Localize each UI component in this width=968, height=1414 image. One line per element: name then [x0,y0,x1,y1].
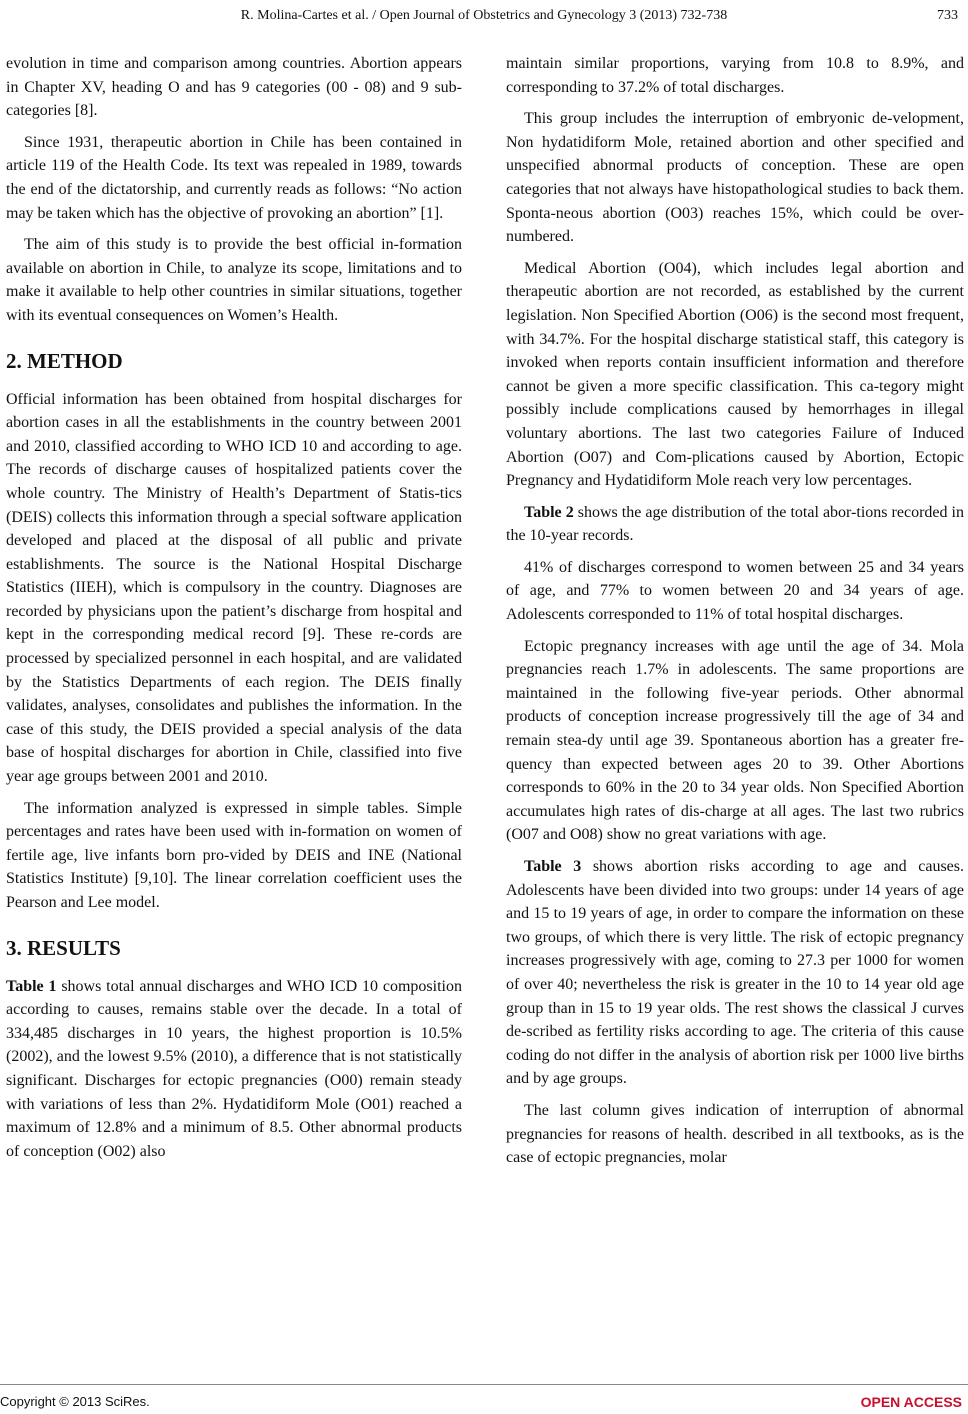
paragraph: 41% of discharges correspond to women between 25 and 34 years of age, and 77% to women between 20 and 34 years of age. Adolescents corresponded to 11% of total hospital discharges. [506,558,964,624]
paragraph: maintain similar proportions, varying from 10.8 to 8.9%, and corresponding to 37.2% of total discharges. [506,55,964,96]
paragraph-text: shows the age distribution of the total abor-tions recorded in the 10-year records. [506,503,964,545]
paragraph: Ectopic pregnancy increases with age until the age of 34. Mola pregnancies reach 1.7% in adolescents. The same proportions are maintained in the following five-year periods. Other abnormal products of conception increase progressively till the age of 34 and remain stea-dy until age 39. Spontaneous abortion has a greater fre-quency than expected between ages 20 to 39. Other Abortions corresponds to 60% in the 20 to 34 year olds. Non Specified Abortion accumulates high rates of dis-charge at all ages. The last two rubrics (O07 and O08) show no great variations with age. [506,637,964,844]
running-header [0,8,968,30]
open-access-label: OPEN ACCESS [860,1394,962,1410]
paragraph [506,501,964,548]
page-number: 733 [937,8,958,23]
paragraph: The aim of this study is to provide the best official in-formation available on abortion in Chile, to analyze its scope, limitations and to make it available to help other countries in similar situations, together with its eventual consequences on Women’s Health. [6,236,462,324]
table-reference[interactable]: Table 1 [6,977,57,995]
table-reference[interactable]: Table 2 [524,503,574,521]
left-column [6,52,462,1171]
paragraph: Since 1931, therapeutic abortion in Chile has been contained in article 119 of the Health Code. Its text was repealed in 1989, towards the end of the dictatorship, and currently reads as follows: “No action may be taken which has the objective of provoking an abortion” [1]. [6,133,462,222]
paragraph: evolution in time and comparison among countries. Abortion appears in Chapter XV, heading O and has 9 categories (00 - 08) and 9 sub-categories [8]. [6,55,462,120]
page-footer [0,1394,968,1412]
paragraph: The information analyzed is expressed in simple tables. Simple percentages and rates have been used with in-formation on women of fertile age, live infants born pro-vided by DEIS and INE (National Statistics Institute) [9,10]. The linear correlation coefficient uses the Pearson and Lee model. [6,799,462,911]
section-heading-method: 2. METHOD [6,348,123,373]
footer-divider [0,1384,968,1385]
right-column [506,52,964,1178]
section-heading-results: 3. RESULTS [6,935,121,960]
paragraph [6,975,462,1164]
paragraph [506,855,964,1091]
paragraph: Medical Abortion (O04), which includes legal abortion and therapeutic abortion are not recorded, as established by the current legislation. Non Specified Abortion (O06) is the second most frequent, with 34.7%. For the hospital discharge statistical staff, this category is invoked when reports contain insufficient information and therefore cannot be given a more specific classification. This ca-tegory might possibly include complications caused by hemorrhages in illegal voluntary abortions. The last two categories Failure of Induced Abortion (O07) and Com-plications caused by Abortion, Ectopic Pregnancy and Hydatidiform Mole reach very low percentages. [506,259,964,490]
paragraph: Official information has been obtained from hospital discharges for abortion cases in all the establishments in the country between 2001 and 2010, classified according to WHO ICD 10 and according to age. The records of discharge causes of hospitalized patients cover the whole country. The Ministry of Health’s Department of Statis-tics (DEIS) collects this information through a special software application developed and placed at the disposal of all public and private establishments. The source is the National Hospital Discharge Statistics (IIEH), which is compulsory in the country. Diagnoses are recorded by physicians upon the patient’s discharge from hospital and kept in the corresponding medical record [9]. These re-cords are processed by specialized personnel in each hospital, and are validated by the Statistics Departments of each region. The DEIS finally validates, analyses, consolidates and publishes the information. In the case of this study, the DEIS provided a special analysis of the data base of hospital discharges for abortion in Chile, classified into five year age groups between 2001 and 2010. [6,390,462,786]
copyright-notice: Copyright © 2013 SciRes. [0,1394,150,1409]
paragraph-text: shows total annual discharges and WHO ICD 10 composition according to causes, remains stable over the decade. In a total of 334,485 discharges in 10 years, the highest proportion is 10.5% (2002), and the lowest 9.5% (2010), a difference that is not statistically significant. Discharges for ectopic pregnancies (O00) remain steady with variations of less than 2%. Hydatidiform Mole (O01) reached a maximum of 12.8% and a minimum of 8.5. Other abnormal products of conception (O02) also [6,977,462,1160]
paragraph: This group includes the interruption of embryonic de-velopment, Non hydatidiform Mole, retained abortion and other specified and unspecified abnormal products of conception. These are open categories that not always have histopathological studies to back them. Sponta-neous abortion (O03) reaches 15%, which could be over-numbered. [506,110,964,246]
paragraph: The last column gives indication of interruption of abnormal pregnancies for reasons of health. described in all textbooks, as is the case of ectopic pregnancies, molar [506,1101,964,1167]
table-reference[interactable]: Table 3 [524,858,582,875]
running-head: R. Molina-Cartes et al. / Open Journal of Obstetrics and Gynecology 3 (2013) 732-738 [240,8,728,23]
paragraph-text: shows abortion risks according to age and causes. Adolescents have been divided into two groups: under 14 years of age and 15 to 19 years of age, in order to compare the information on these two groups, of which there is very little. The risk of ectopic pregnancy increases progressively with age, coming to 27.3 per 1000 for women of over 40; nevertheless the risk is greater in the 10 to 14 year old age group than in 15 to 19 year olds. The rest shows the classical J curves de-scribed as fertility risks according to age. The criteria of this cause coding do not differ in the analysis of abortion risk per 1000 live births and by age groups. [506,858,964,1088]
